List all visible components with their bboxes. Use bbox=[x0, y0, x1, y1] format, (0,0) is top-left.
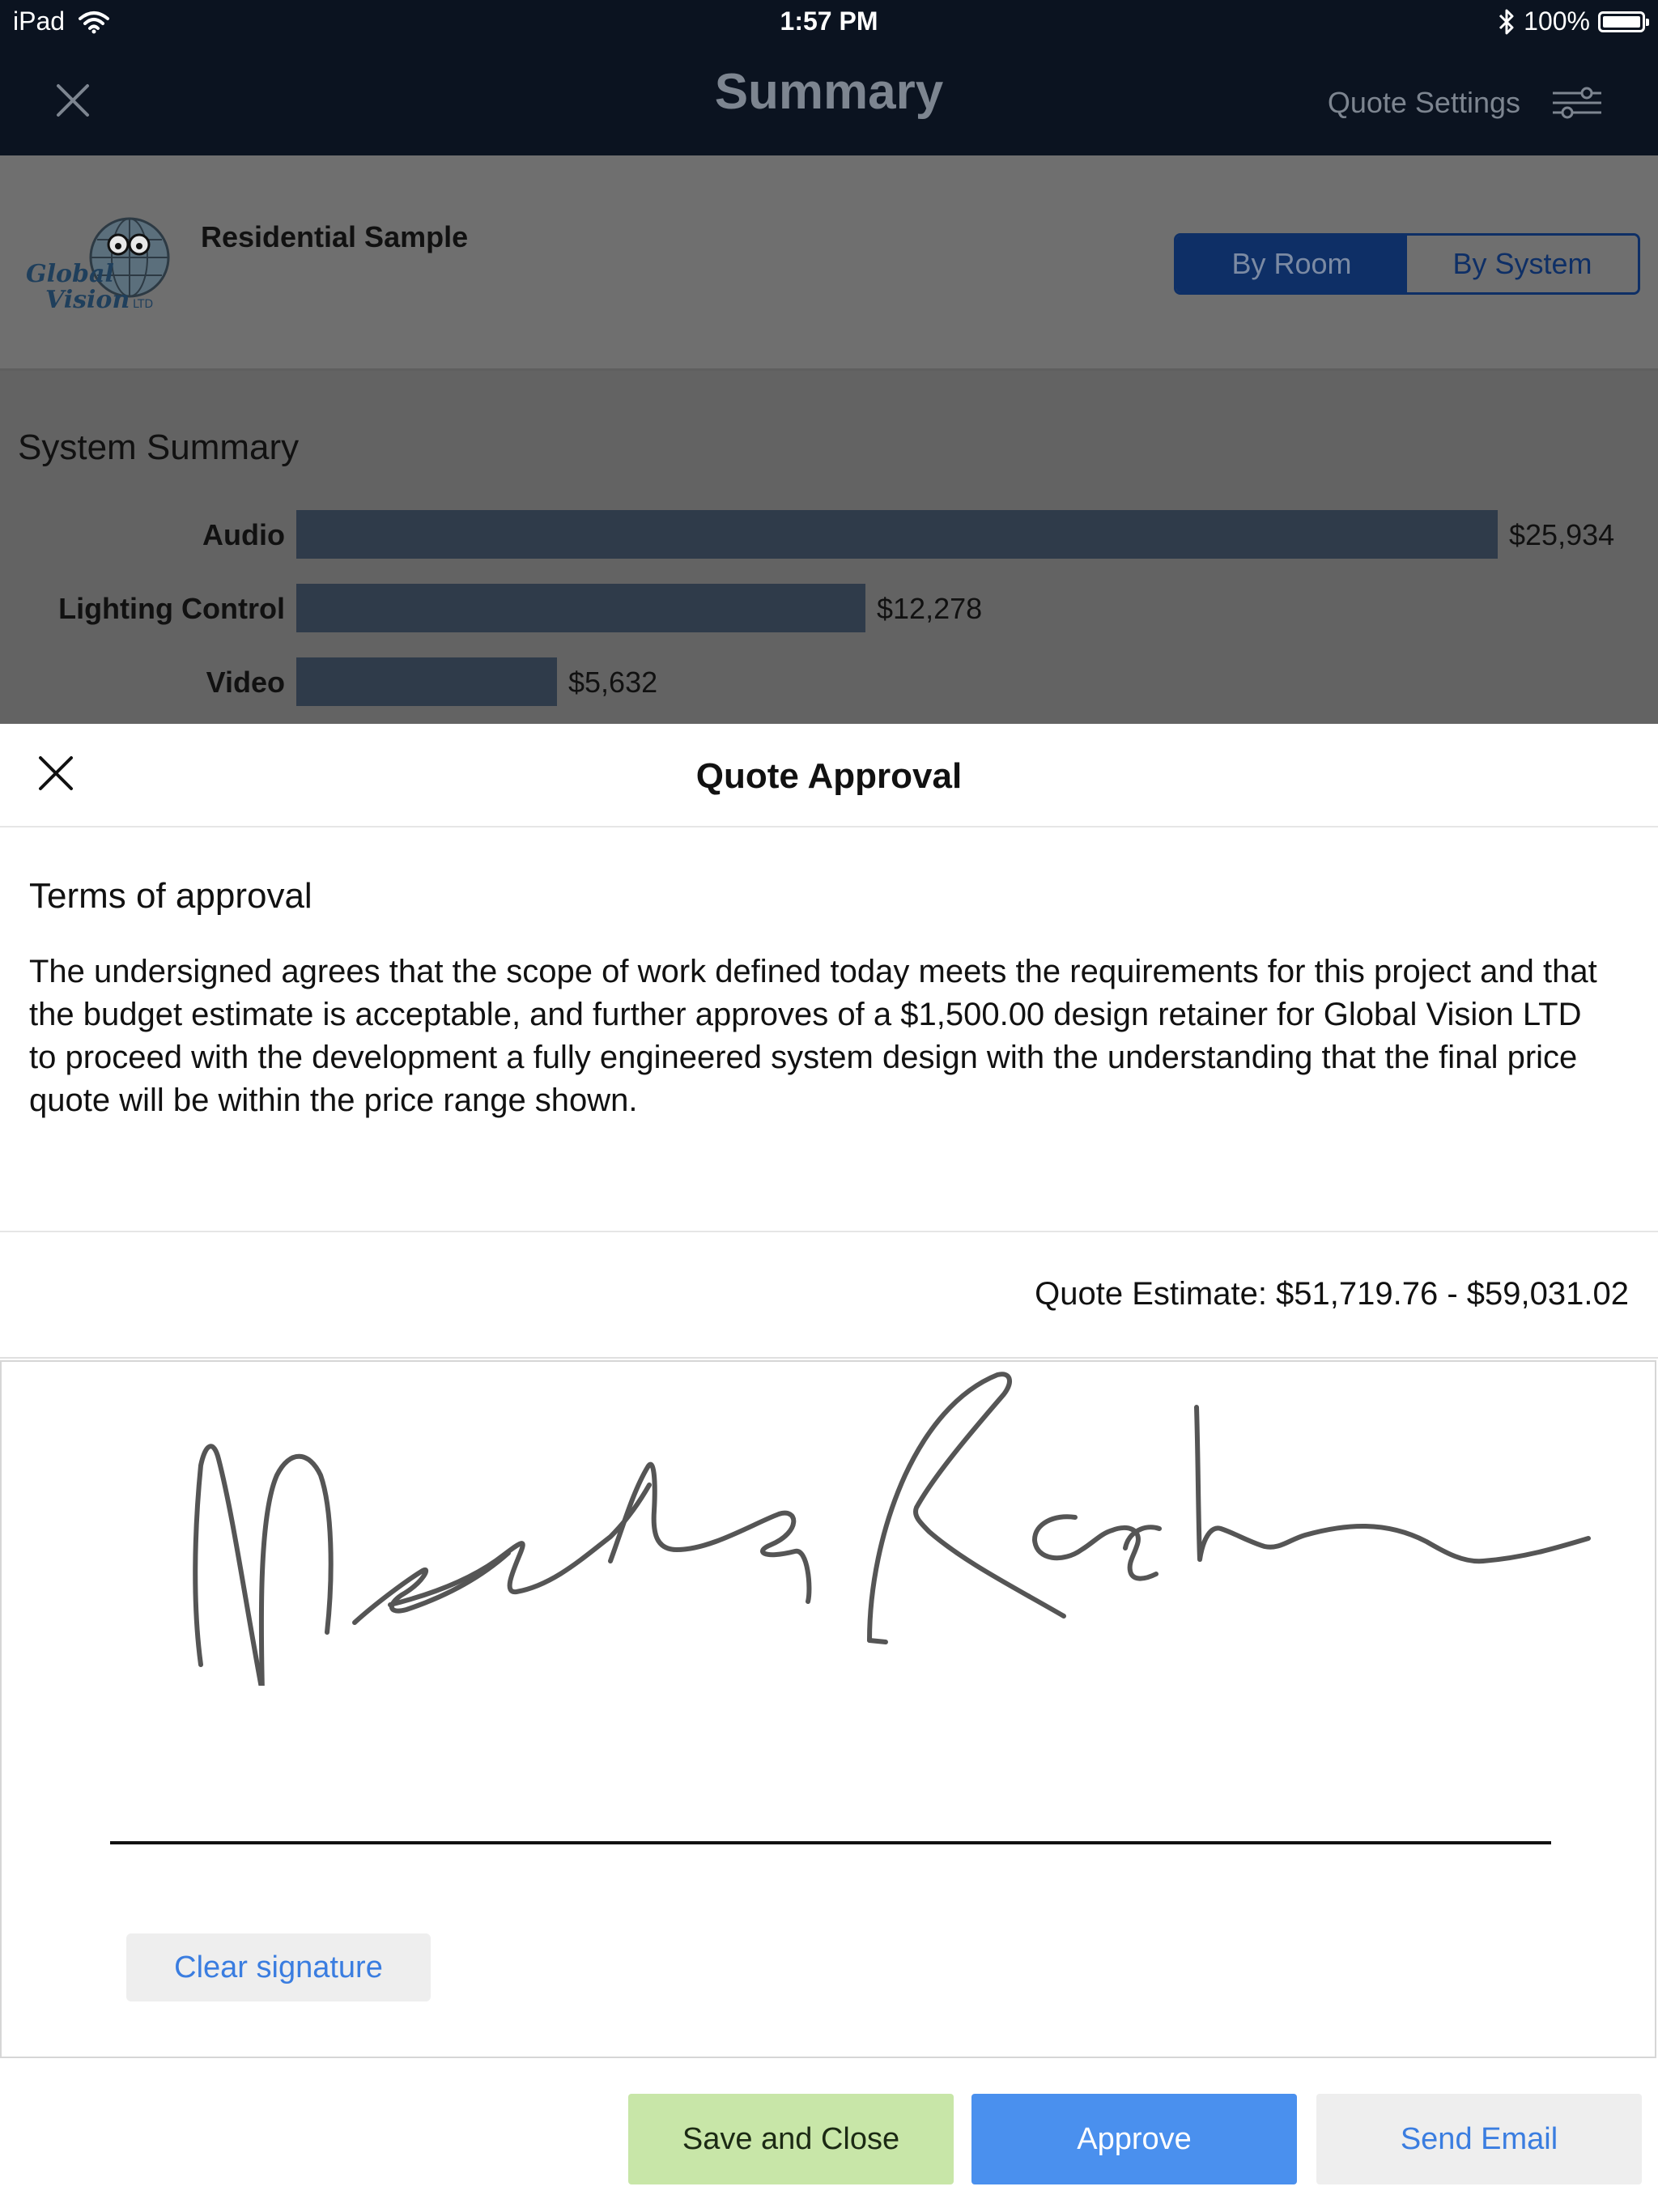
bar-row bbox=[0, 584, 1658, 632]
bar-row bbox=[0, 510, 1658, 559]
project-name: Residential Sample bbox=[201, 220, 469, 253]
modal-header bbox=[0, 724, 1658, 827]
divider bbox=[0, 1231, 1658, 1232]
system-summary bbox=[0, 371, 1658, 724]
tab-by-system[interactable]: By System bbox=[1407, 236, 1638, 292]
view-toggle bbox=[1174, 233, 1640, 295]
bar-row bbox=[0, 657, 1658, 706]
bar-label: Audio bbox=[202, 518, 285, 551]
svg-text:Vision: Vision bbox=[45, 286, 130, 314]
svg-text:Global: Global bbox=[26, 260, 114, 288]
system-summary-title: System Summary bbox=[18, 428, 300, 467]
battery-icon bbox=[1598, 11, 1645, 32]
modal-title: Quote Approval bbox=[695, 756, 963, 796]
save-and-close-button[interactable]: Save and Close bbox=[628, 2094, 954, 2184]
globe-logo-icon bbox=[24, 212, 178, 317]
clear-signature-button[interactable]: Clear signature bbox=[126, 1933, 431, 2001]
bar-value-label: $5,632 bbox=[568, 666, 658, 699]
quote-estimate: Quote Estimate: $51,719.76 - $59,031.02 bbox=[1035, 1276, 1629, 1312]
bar-label: Lighting Control bbox=[58, 592, 285, 625]
quote-settings-label: Quote Settings bbox=[1327, 86, 1520, 119]
bar bbox=[296, 510, 1498, 559]
status-time: 1:57 PM bbox=[780, 6, 878, 36]
approve-button[interactable]: Approve bbox=[971, 2094, 1297, 2184]
bar-label: Video bbox=[206, 666, 285, 699]
device-label: iPad bbox=[13, 6, 66, 36]
status-bar bbox=[0, 0, 1658, 45]
battery-percent: 100% bbox=[1524, 6, 1590, 36]
bar bbox=[296, 657, 557, 706]
terms-body: The undersigned agrees that the scope of work defined today meets the requirements for this project and that the budget estimate is acceptable, and further approves of a $1,500.00 design retainer for Global Vision LTD to proceed with the development a fully engineered system design with the understanding that the final price quote will be within the price range shown. bbox=[29, 954, 1597, 1118]
quote-settings-button[interactable] bbox=[1328, 86, 1603, 120]
nav-bar bbox=[0, 45, 1658, 155]
send-email-button[interactable]: Send Email bbox=[1316, 2094, 1642, 2184]
bluetooth-icon bbox=[1498, 8, 1516, 36]
quote-approval-modal bbox=[0, 724, 1658, 2212]
signature-drawing bbox=[2, 1362, 1658, 1686]
bar bbox=[296, 584, 865, 632]
bar-value-label: $12,278 bbox=[877, 592, 983, 625]
tab-by-room[interactable]: By Room bbox=[1176, 236, 1407, 292]
terms-heading: Terms of approval bbox=[29, 876, 312, 916]
divider bbox=[0, 1357, 1658, 1359]
svg-text:LTD: LTD bbox=[133, 298, 154, 311]
signature-line bbox=[110, 1841, 1551, 1844]
sliders-icon bbox=[1551, 87, 1603, 119]
signature-pad[interactable] bbox=[0, 1360, 1656, 2058]
page-title: Summary bbox=[714, 64, 944, 120]
project-header bbox=[0, 155, 1658, 371]
bar-value-label: $25,934 bbox=[1509, 518, 1615, 551]
